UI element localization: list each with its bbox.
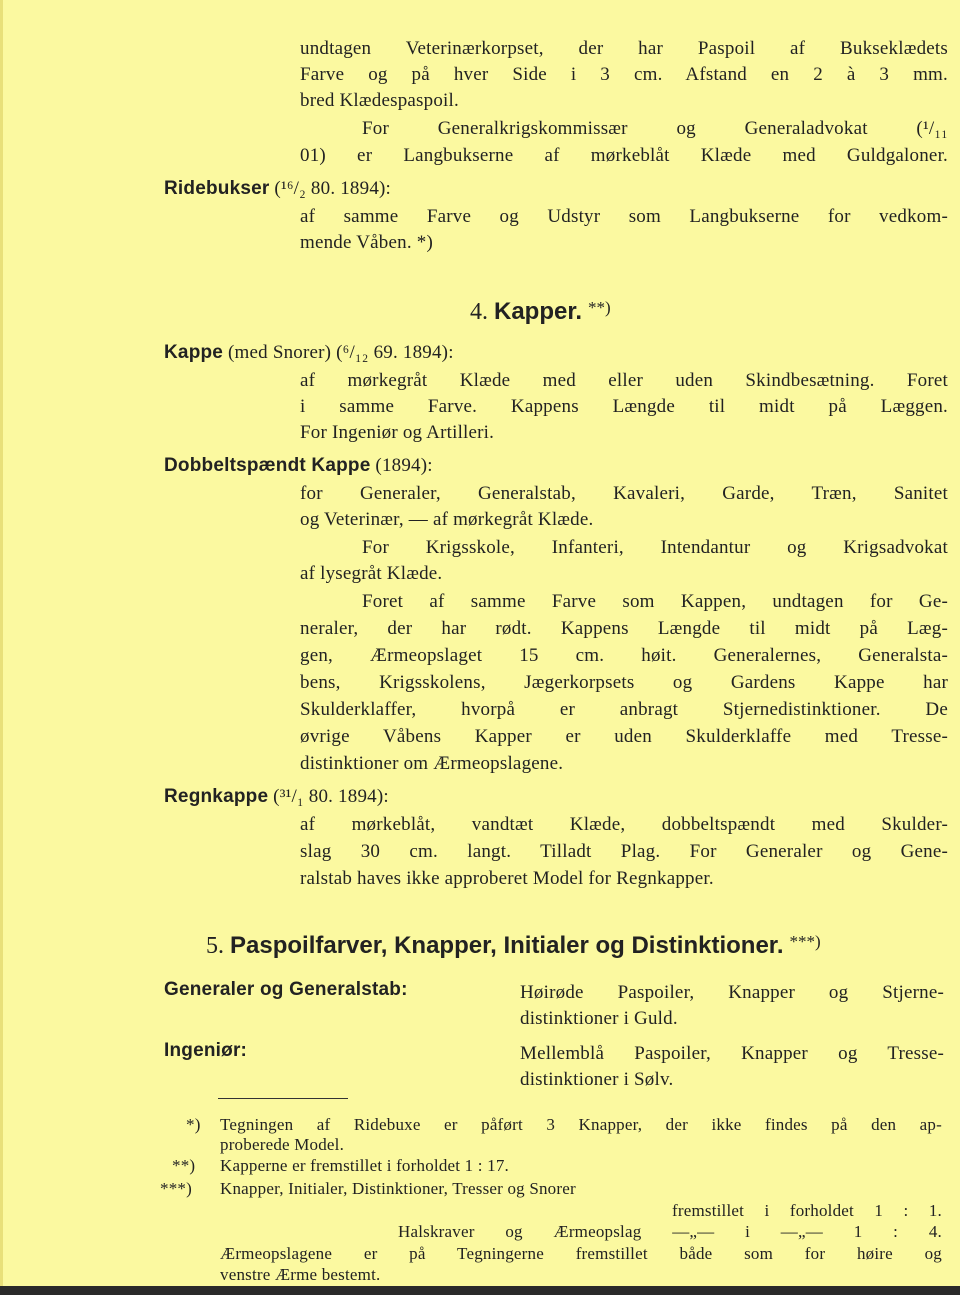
- footnote-mark: ***): [789, 932, 821, 951]
- ridebukser-heading: [164, 176, 391, 202]
- body-line: mende Våben. *): [300, 232, 433, 253]
- body-line: Foret af samme Farve som Kappen, undtagen for Ge-: [362, 591, 948, 612]
- section-number: 4.: [470, 299, 488, 325]
- table-label: Ingeniør:: [164, 1040, 248, 1061]
- body-line: Farve og på hver Side i 3 cm. Afstand en 2 à 3 mm.: [300, 64, 948, 85]
- section-heading: Paspoilfarver, Knapper, Initialer og Distinktioner.: [230, 932, 784, 959]
- body-line: gen, Ærmeopslaget 15 cm. høit. Generalernes, Generalsta-: [300, 645, 948, 666]
- body-line: for Generaler, Generalstab, Kavaleri, Garde, Træn, Sanitet: [300, 483, 948, 504]
- scan-edge: [0, 1286, 960, 1295]
- section-title: [470, 298, 611, 326]
- section-heading: Kapper.: [494, 298, 583, 325]
- body-line: af samme Farve og Udstyr som Langbukserne for vedkom-: [300, 206, 948, 227]
- body-line: slag 30 cm. langt. Tilladt Plag. For Generaler og Gene-: [300, 841, 948, 862]
- body-line: distinktioner om Ærmeopslagene.: [300, 753, 564, 774]
- footnote-rule: [218, 1098, 348, 1099]
- footnote-mark: **): [588, 298, 611, 317]
- body-line: i samme Farve. Kappens Længde til midt på Læggen.: [300, 396, 948, 417]
- body-line: og Veterinær, — af mørkegråt Klæde.: [300, 509, 594, 530]
- body-line: af mørkegråt Klæde med eller uden Skindbesætning. Foret: [300, 370, 948, 391]
- table-value: Mellemblå Paspoiler, Knapper og Tresse-: [520, 1043, 944, 1064]
- body-line: af lysegråt Klæde.: [300, 563, 443, 584]
- table-value: distinktioner i Sølv.: [520, 1069, 674, 1090]
- body-line: 01) er Langbukserne af mørkeblåt Klæde med Guldgaloner.: [300, 145, 948, 166]
- footnote-mark: ***): [160, 1179, 192, 1198]
- footnote-line: Halskraver og Ærmeopslag —„— i —„— 1 : 4.: [398, 1222, 942, 1241]
- entry-date: (³¹/₁ 80. 1894):: [268, 786, 389, 807]
- entry-head: Regnkappe: [164, 786, 269, 807]
- regnkappe-heading: [164, 784, 389, 810]
- footnote-line: Kapperne er fremstillet i forholdet 1 : 17.: [220, 1156, 510, 1175]
- table-label: Generaler og Generalstab:: [164, 979, 408, 1000]
- footnote-line: Knapper, Initialer, Distinktioner, Tresser og Snorer: [220, 1179, 576, 1198]
- body-line: af mørkeblåt, vandtæt Klæde, dobbeltspændt med Skulder-: [300, 814, 948, 835]
- kappe-heading: [164, 340, 454, 366]
- body-line: øvrige Våbens Kapper er uden Skulderklaffe med Tresse-: [300, 726, 948, 747]
- entry-date: (med Snorer) (⁶/₁₂ 69. 1894):: [223, 342, 454, 363]
- body-line: For Ingeniør og Artilleri.: [300, 422, 495, 443]
- entry-date: (1894):: [370, 455, 433, 476]
- body-line: neraler, der har rødt. Kappens Længde til midt på Læg-: [300, 618, 948, 639]
- footnote-mark: **): [172, 1156, 196, 1175]
- body-line: Skulderklaffer, hvorpå er anbragt Stjernedistinktioner. De: [300, 699, 948, 720]
- footnote-mark: *): [186, 1115, 201, 1134]
- body-line: For Generalkrigskommissær og Generaladvokat (¹/₁₁: [362, 118, 948, 139]
- body-line: ralstab haves ikke approberet Model for Regnkapper.: [300, 868, 714, 889]
- footnote-line: Ærmeopslagene er på Tegningerne fremstillet både som for høire og: [220, 1244, 942, 1263]
- entry-head: Dobbeltspændt Kappe: [164, 455, 371, 476]
- table-value: distinktioner i Guld.: [520, 1008, 678, 1029]
- page-edge: [0, 0, 3, 1286]
- table-value: Høirøde Paspoiler, Knapper og Stjerne-: [520, 982, 944, 1003]
- entry-date: (¹⁶/₂ 80. 1894):: [269, 178, 392, 199]
- body-line: bred Klædespaspoil.: [300, 90, 459, 111]
- entry-head: Ridebukser: [164, 178, 270, 199]
- section-number: 5.: [206, 933, 224, 959]
- footnote-line: proberede Model.: [220, 1135, 345, 1154]
- footnote-line: fremstillet i forholdet 1 : 1.: [672, 1201, 942, 1220]
- entry-head: Kappe: [164, 342, 224, 363]
- dobbelt-heading: [164, 453, 433, 479]
- footnote-line: venstre Ærme bestemt.: [220, 1265, 381, 1284]
- body-line: For Krigsskole, Infanteri, Intendantur og Krigsadvokat: [362, 537, 948, 558]
- body-line: bens, Krigsskolens, Jægerkorpsets og Gardens Kappe har: [300, 672, 948, 693]
- footnote-line: Tegningen af Ridebuxe er påført 3 Knapper, der ikke findes på den ap-: [220, 1115, 942, 1134]
- section-title: [206, 932, 821, 960]
- body-line: undtagen Veterinærkorpset, der har Paspoil af Bukseklædets: [300, 38, 948, 59]
